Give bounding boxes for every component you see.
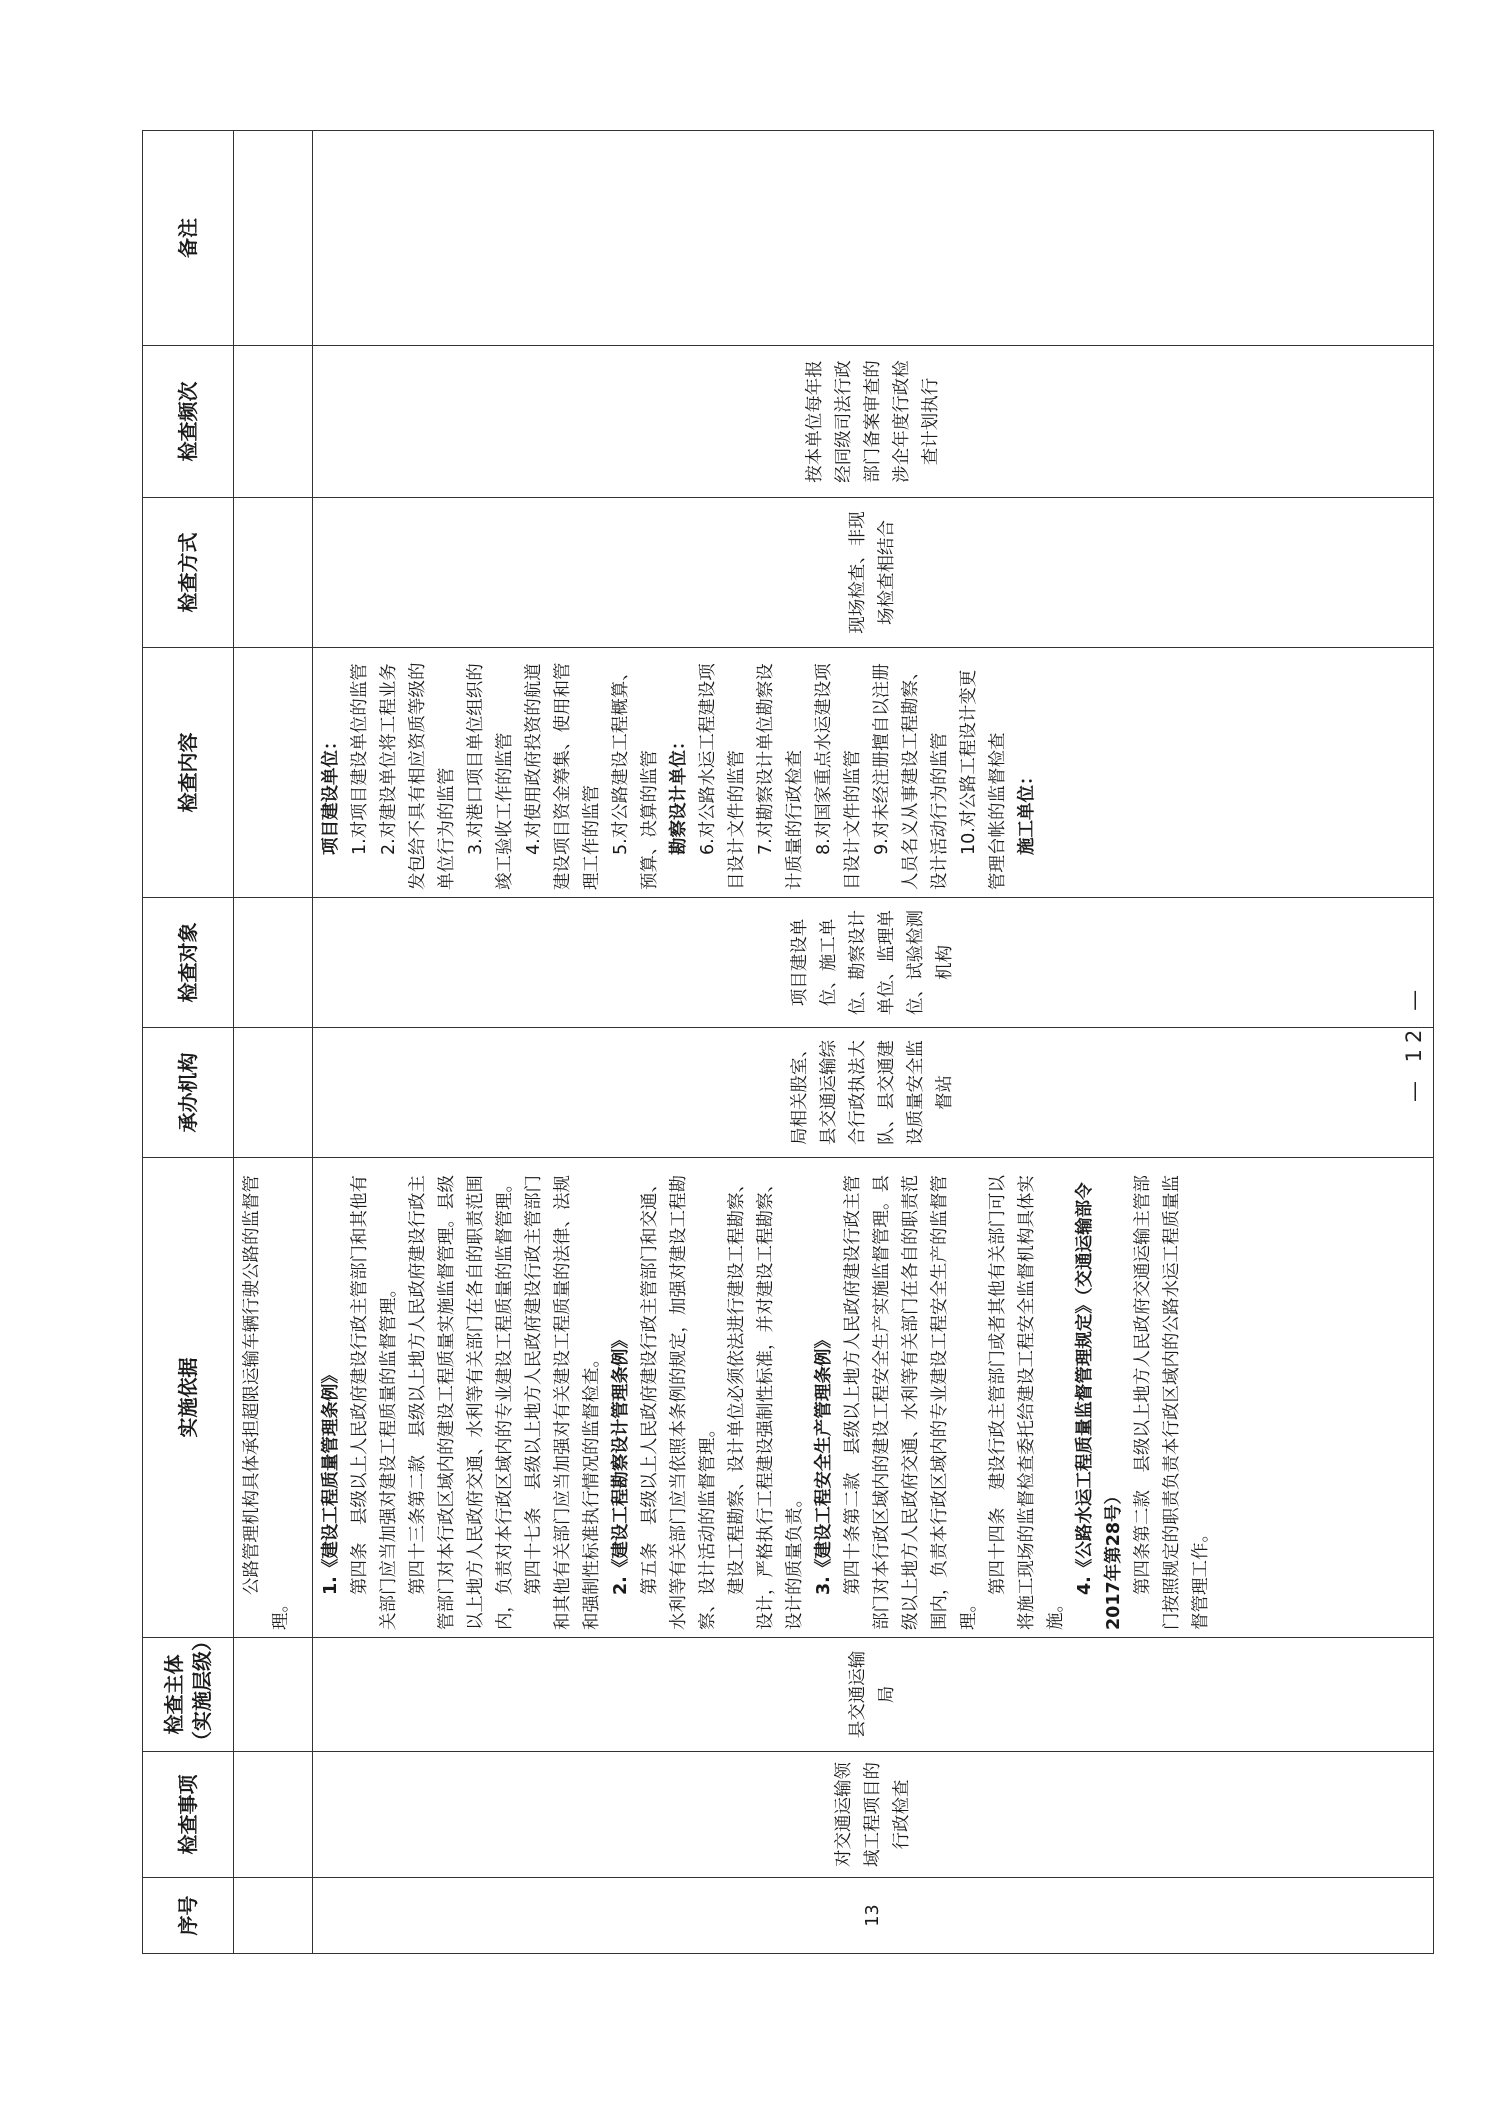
content-item: 4.对使用政府投资的航道建设项目资金筹集、使用和管理工作的监管	[524, 662, 602, 890]
law-clause: 第四十条第二款 县级以上地方人民政府建设行政主管部门对本行政区域内的建设工程安全生产实施监督管理。县级以上地方人民政府交通、水利等有关部门在各自的职责范围内，负责本行政区域内的专业建设工程安全生产的监督管理。	[843, 1175, 979, 1630]
carry-basis-cell	[234, 1158, 313, 1638]
page-number: — 12 —	[1402, 983, 1426, 1102]
content-item: 2.对建设单位将工程业务发包给不具有相应资质等级的单位行为的监管	[379, 662, 457, 890]
header-row	[143, 131, 234, 1954]
col-header-org: 承办机构	[143, 1028, 234, 1158]
content-item: 6.对公路水运工程建设项目设计文件的监管	[698, 663, 747, 890]
col-header-content: 检查内容	[143, 648, 234, 898]
law-clause: 建设工程勘察、设计单位必须依法进行建设工程勘察、设计，严格执行工程建设强制性标准，并对建设工程勘察、设计的质量负责。	[727, 1175, 805, 1630]
content-item: 7.对勘察设计单位勘察设计质量的行政检查	[756, 663, 805, 890]
col-header-target: 检查对象	[143, 898, 234, 1028]
law-clause: 第四条第二款 县级以上地方人民政府交通运输主管部门按照规定的职责负责本行政区域内的公路水运工程质量监督管理工作。	[1133, 1175, 1211, 1630]
col-header-seq: 序号	[143, 1878, 234, 1954]
inspection-table	[142, 130, 1434, 1954]
carry-basis-text: 公路管理机构具体承担超限运输车辆行驶公路的监督管理。	[242, 1175, 291, 1630]
table-row	[234, 131, 313, 1954]
row-basis	[313, 1158, 1434, 1638]
table-row	[313, 131, 1434, 1954]
row-seq: 13	[313, 1878, 1434, 1954]
content-item: 9.对未经注册擅自以注册人员名义从事建设工程勘察、设计活动行为的监管	[872, 662, 950, 890]
content-item: 5.对公路建设工程概算、预算、决算的监管	[611, 663, 660, 890]
law-title: 2.《建设工程勘察设计管理条例》	[611, 1331, 631, 1595]
row-content	[313, 648, 1434, 898]
content-heading: 施工单位：	[1017, 767, 1037, 855]
law-clause: 第五条 县级以上人民政府建设行政主管部门和交通、水利等有关部门应当依照本条例的规定，加强对建设工程勘察、设计活动的监督管理。	[640, 1175, 718, 1630]
row-method: 现场检查、非现场检查相结合	[313, 498, 1434, 648]
col-header-method: 检查方式	[143, 498, 234, 648]
row-note	[313, 131, 1434, 346]
col-header-note: 备注	[143, 131, 234, 346]
law-clause: 第四十四条 建设行政主管部门或者其他有关部门可以将施工现场的监督检查委托给建设工程安全监督机构具体实施。	[988, 1175, 1066, 1630]
row-org: 局相关股室、县交通运输综合行政执法大队、县交通建设质量安全监督站	[313, 1028, 1434, 1158]
col-header-basis: 实施依据	[143, 1158, 234, 1638]
row-target: 项目建设单位、施工单位、勘察设计单位、监理单位、试验检测机构	[313, 898, 1434, 1028]
law-title: 3.《建设工程安全生产管理条例》	[814, 1331, 834, 1595]
content-heading: 勘察设计单位：	[669, 732, 689, 855]
law-title: 4.《公路水运工程质量监督管理规定》（交通运输部令2017年第28号）	[1075, 1182, 1124, 1630]
content-heading: 项目建设单位：	[321, 732, 341, 855]
row-subject: 县交通运输局	[313, 1638, 1434, 1752]
law-clause: 第四条 县级以上人民政府建设行政主管部门和其他有关部门应当加强对建设工程质量的监督管理。	[350, 1175, 399, 1630]
content-item: 3.对港口项目单位组织的竣工验收工作的监管	[466, 663, 515, 890]
content-item: 1.对项目建设单位的监管	[350, 663, 370, 855]
col-header-freq: 检查频次	[143, 346, 234, 498]
content-item: 10.对公路工程设计变更管理台帐的监督检查	[959, 669, 1008, 890]
row-freq: 按本单位每年报经同级司法行政部门备案审查的涉企年度行政检查计划执行	[313, 346, 1434, 498]
col-header-subject: 检查主体（实施层级）	[143, 1638, 234, 1752]
col-header-item: 检查事项	[143, 1752, 234, 1878]
row-item: 对交通运输领域工程项目的行政检查	[313, 1752, 1434, 1878]
law-title: 1.《建设工程质量管理条例》	[321, 1366, 341, 1595]
content-item: 8.对国家重点水运建设项目设计文件的监管	[814, 663, 863, 890]
law-clause: 第四十七条 县级以上地方人民政府建设行政主管部门和其他有关部门应当加强对有关建设工程质量的法律、法规和强制性标准执行情况的监督检查。	[524, 1175, 602, 1630]
law-clause: 第四十三条第二款 县级以上地方人民政府建设行政主管部门对本行政区域内的建设工程质量实施监督管理。县级以上地方人民政府交通、水利等有关部门在各自的职责范围内，负责对本行政区域内的专业建设工程质量的监督管理。	[408, 1175, 515, 1630]
